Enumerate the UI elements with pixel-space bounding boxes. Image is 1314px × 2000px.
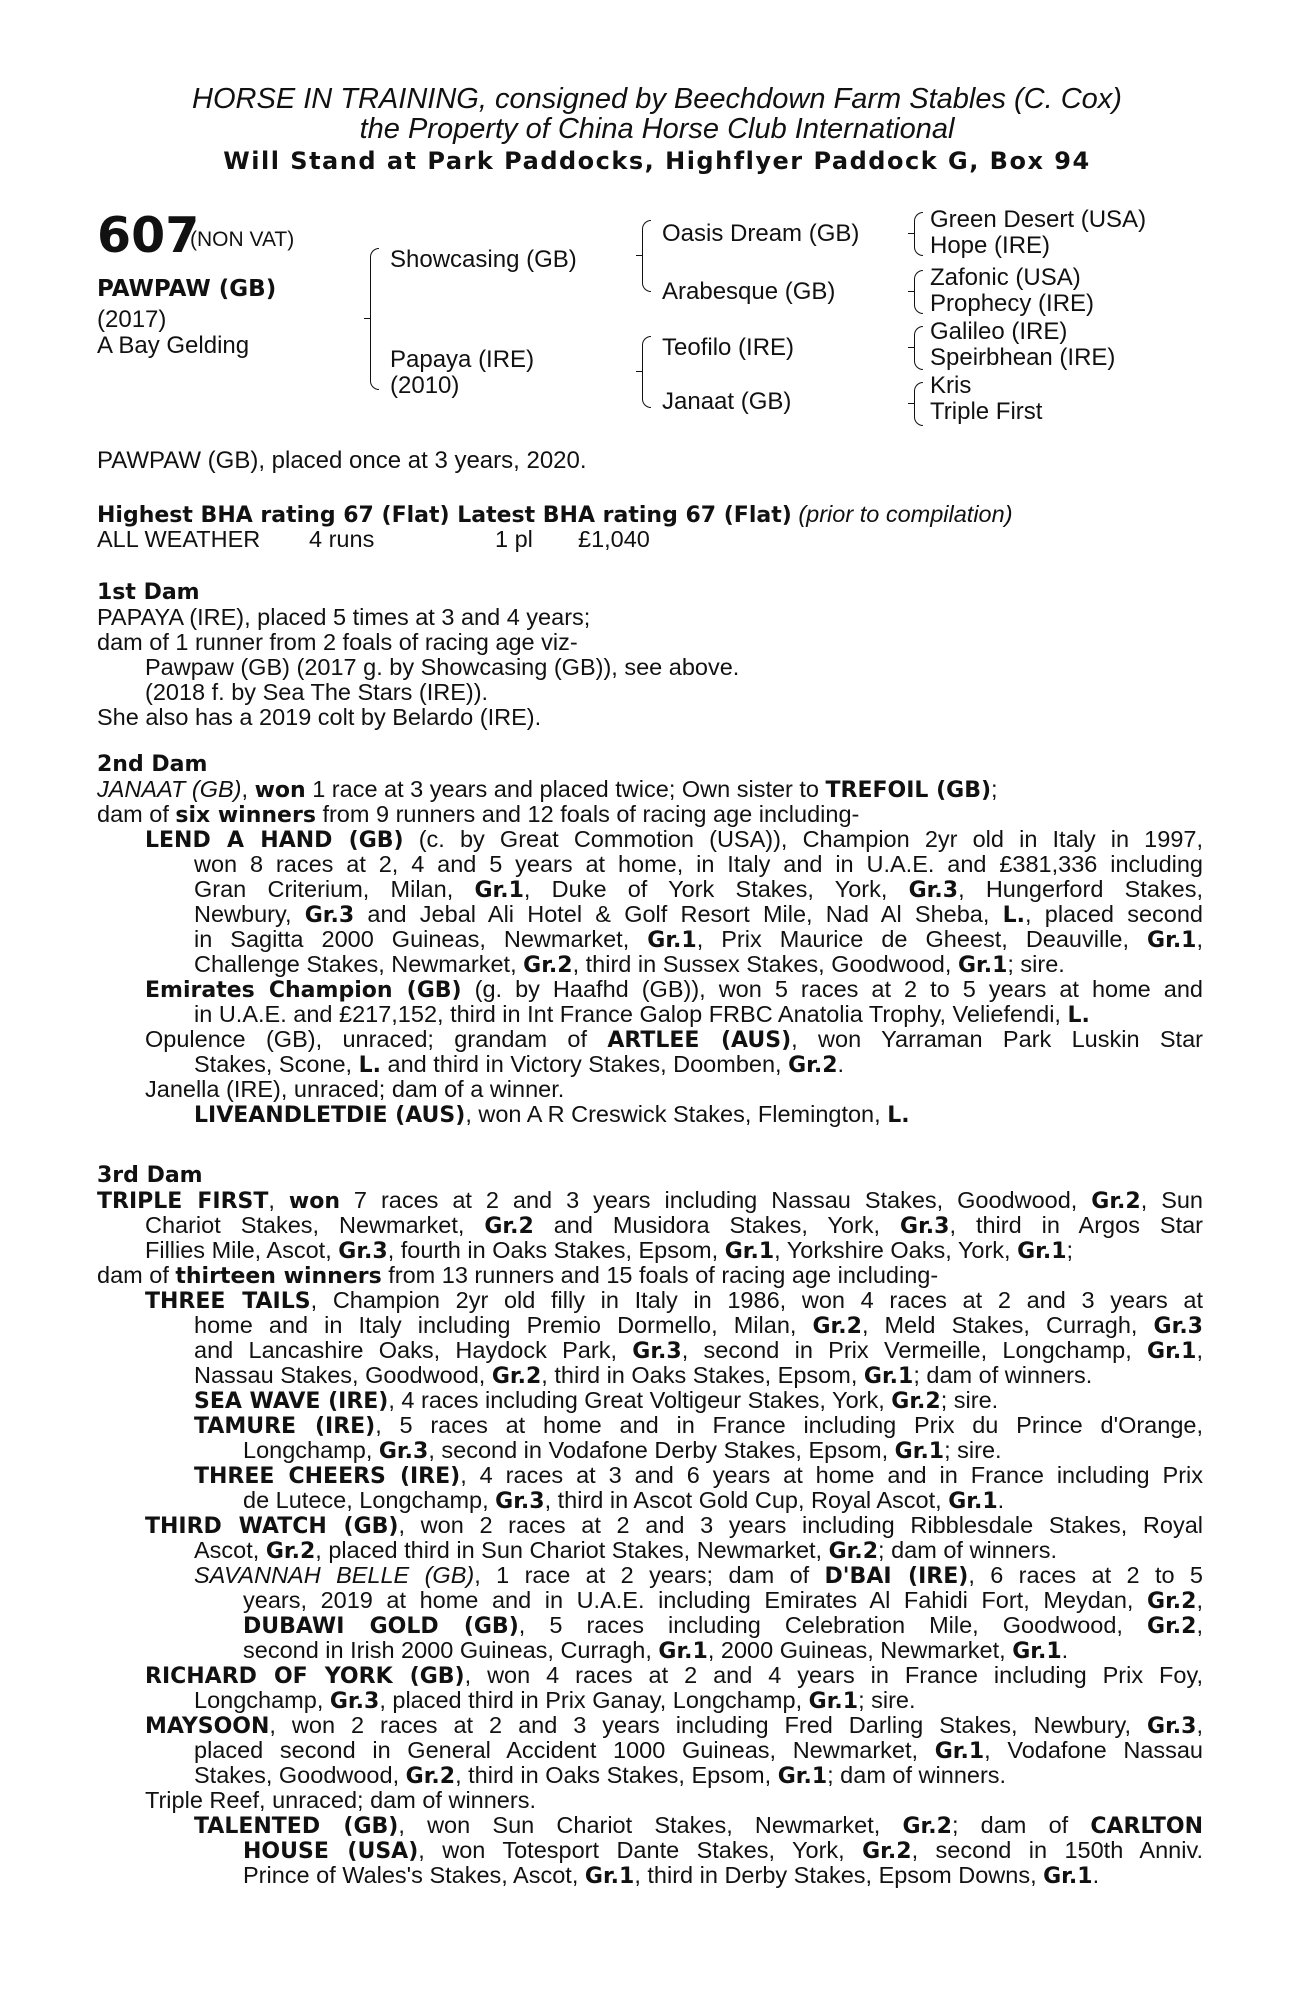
text-run: Gr.3 <box>304 903 355 928</box>
sire-name: Showcasing (GB) <box>390 246 577 273</box>
text-run: Gr.3 <box>338 1239 388 1264</box>
text-run: Longchamp, <box>243 1437 379 1463</box>
text-run: SAVANNAH BELLE (GB) <box>194 1562 475 1588</box>
text-run: Gr.2 <box>902 1814 952 1839</box>
text-run: , 5 races including Celebration Mile, Goodwood, <box>518 1612 1148 1638</box>
text-run: , 1 race at 2 years; dam of <box>474 1562 825 1588</box>
text-run: Gr.2 <box>891 1389 941 1414</box>
text-run: , won Totesport Dante Stakes, York, <box>418 1837 863 1863</box>
pedigree-brace <box>370 248 379 390</box>
ssd-name: Hope (IRE) <box>930 232 1051 259</box>
text-run: Gr.2 <box>523 953 573 978</box>
text-run: , won 4 races at 2 and 4 years in France including Prix Foy, <box>464 1662 1203 1688</box>
text-run: and third in Victory Stakes, Doomben, <box>380 1051 789 1077</box>
text-run: Nassau Stakes, Goodwood, <box>194 1362 492 1388</box>
produce-line <box>97 1663 1203 1688</box>
race-summary: PAWPAW (GB), placed once at 3 years, 2020. <box>97 447 587 474</box>
sire-dam-name: Arabesque (GB) <box>662 278 836 305</box>
text-run: Gr.3 <box>378 1439 429 1464</box>
text-run: TREFOIL (GB) <box>825 778 992 803</box>
text-run: , third in Oaks Stakes, Epsom, <box>541 1362 864 1388</box>
text-run: Gr.3 <box>632 1339 682 1364</box>
text-run: Gr.1 <box>1147 1339 1197 1364</box>
pedigree-brace-point <box>908 233 914 234</box>
text-run: TAMURE (IRE) <box>194 1414 376 1439</box>
text-run: , Hungerford Stakes, <box>958 876 1203 902</box>
text-run: Gr.1 <box>863 1364 914 1389</box>
placed: 1 pl <box>495 526 533 552</box>
text-run: , Champion 2yr old filly in Italy in 1986, won 4 races at 2 and 3 years at <box>310 1287 1203 1313</box>
produce-line <box>97 902 1203 927</box>
text-run: Gr.2 <box>265 1539 316 1564</box>
text-run: , third in Derby Stakes, Epsom Downs, <box>634 1862 1044 1888</box>
text-run: Gr.1 <box>808 1689 859 1714</box>
text-run: Janella (IRE), unraced; dam of a winner. <box>145 1076 565 1102</box>
text-run: , 4 races at 3 and 6 years at home and in France including Prix <box>460 1462 1203 1488</box>
text-run: Challenge Stakes, Newmarket, <box>194 951 524 977</box>
text-run: Gr.1 <box>948 1489 998 1514</box>
dam-foaling-year: (2010) <box>390 372 460 399</box>
text-run: L. <box>358 1053 381 1078</box>
produce-line <box>97 852 1203 877</box>
produce-line <box>97 802 1203 827</box>
third-dam-heading: 3rd Dam <box>97 1163 203 1188</box>
text-run: , won 2 races at 2 and 3 years including Fred Darling Stakes, Newbury, <box>269 1712 1148 1738</box>
text-run: , third in Argos Star <box>949 1212 1203 1238</box>
produce-line <box>97 777 1203 802</box>
produce-line <box>97 1313 1203 1338</box>
text-run: 1 race at 3 years and placed twice; Own sister to <box>305 776 826 802</box>
text-run: and Musidora Stakes, York, <box>533 1212 901 1238</box>
rating-block <box>97 502 1203 552</box>
produce-line <box>97 1813 1203 1838</box>
text-run: years, 2019 at home and in U.A.E. including Emirates Al Fahidi Fort, Meydan, <box>243 1587 1148 1613</box>
text-run: Gr.1 <box>658 1639 708 1664</box>
text-run: Prince of Wales's Stakes, Ascot, <box>243 1862 585 1888</box>
text-run: , <box>1196 1587 1203 1613</box>
text-run: DUBAWI GOLD (GB) <box>243 1614 519 1639</box>
text-run: Gr.1 <box>1012 1639 1062 1664</box>
produce-line <box>97 877 1203 902</box>
produce-line <box>97 1213 1203 1238</box>
text-run: Fillies Mile, Ascot, <box>145 1237 339 1263</box>
text-run: LIVEANDLETDIE (AUS) <box>194 1103 466 1128</box>
produce-line <box>97 1027 1203 1052</box>
text-run: Gr.2 <box>1147 1589 1197 1614</box>
pedigree-brace <box>914 212 923 256</box>
pedigree-brace <box>642 336 651 408</box>
text-run: (c. by Great Commotion (USA)), Champion 2yr old in Italy in 1997, <box>403 826 1203 852</box>
text-run: , third in Sussex Stakes, Goodwood, <box>572 951 958 977</box>
ddd-name: Triple First <box>930 398 1043 425</box>
pedigree-brace <box>642 220 651 292</box>
text-run: . <box>1092 1862 1100 1888</box>
third-dam-section <box>97 1163 1203 1888</box>
produce-line <box>97 1563 1203 1588</box>
text-run: , 6 races at 2 to 5 <box>968 1562 1203 1588</box>
produce-line <box>97 1263 1203 1288</box>
produce-line <box>97 927 1203 952</box>
text-run: home and in Italy including Premio Dormello, Milan, <box>194 1312 813 1338</box>
foaling-year: (2017) <box>97 306 167 333</box>
text-run: ; dam of winners. <box>878 1537 1057 1563</box>
text-run: dam of <box>97 1262 176 1288</box>
text-run: , <box>1196 1712 1203 1738</box>
text-run: Ascot, <box>194 1537 266 1563</box>
text-run: RICHARD OF YORK (GB) <box>145 1664 465 1689</box>
text-run: Stakes, Scone, <box>194 1051 359 1077</box>
second-dam-section <box>97 752 1203 1127</box>
produce-line <box>97 1588 1203 1613</box>
pedigree-brace-point <box>364 318 370 319</box>
text-run: Gr.2 <box>788 1053 838 1078</box>
text-run: Triple Reef, unraced; dam of winners. <box>145 1787 536 1813</box>
text-run: 7 races at 2 and 3 years including Nassau Stakes, Goodwood, <box>339 1187 1092 1213</box>
text-run: TALENTED (GB) <box>194 1814 399 1839</box>
dam-sire-name: Teofilo (IRE) <box>662 334 795 361</box>
lot-number: 607 <box>97 207 200 264</box>
text-run: won <box>288 1189 340 1214</box>
pedigree-brace-point <box>636 371 642 372</box>
text-run: Gr.3 <box>1153 1314 1203 1339</box>
text-run: , fourth in Oaks Stakes, Epsom, <box>387 1237 725 1263</box>
pedigree-brace-point <box>908 347 914 348</box>
text-run: ; <box>991 776 998 802</box>
text-run: from 13 runners and 15 foals of racing age including- <box>381 1262 939 1288</box>
text-run: LEND A HAND (GB) <box>145 828 404 853</box>
produce-line <box>97 1288 1203 1313</box>
text-run: Gr.1 <box>1147 928 1197 953</box>
horse-name: PAWPAW (GB) <box>97 276 277 302</box>
sds-name: Zafonic (USA) <box>930 264 1081 291</box>
pedigree-brace-point <box>908 403 914 404</box>
produce-line <box>97 1613 1203 1638</box>
text-run: Gr.2 <box>484 1214 534 1239</box>
text-run: , 5 races at home and in France including Prix du Prince d'Orange, <box>375 1412 1203 1438</box>
produce-line <box>97 1738 1203 1763</box>
dsd-name: Speirbhean (IRE) <box>930 344 1116 371</box>
text-run: ; sire. <box>1007 951 1065 977</box>
produce-line <box>97 1238 1203 1263</box>
first-dam-section <box>97 580 1203 730</box>
text-run: Gr.3 <box>495 1489 545 1514</box>
first-dam-heading: 1st Dam <box>97 580 200 605</box>
text-run: , <box>268 1187 289 1213</box>
text-run: , <box>1196 926 1204 952</box>
text-run: Gr.1 <box>1017 1239 1067 1264</box>
text-run: , Vodafone Nassau <box>984 1737 1204 1763</box>
text-run: Gr.2 <box>491 1364 542 1389</box>
text-run: , third in Ascot Gold Cup, Royal Ascot, <box>544 1487 949 1513</box>
text-run: CARLTON <box>1090 1814 1203 1839</box>
pedigree-brace <box>914 270 923 314</box>
text-run: MAYSOON <box>145 1714 270 1739</box>
produce-line <box>97 1538 1203 1563</box>
produce-line <box>97 952 1203 977</box>
text-run: D'BAI (IRE) <box>824 1564 969 1589</box>
produce-line <box>97 1188 1203 1213</box>
text-run: ; dam of <box>951 1812 1091 1838</box>
sire-sire-name: Oasis Dream (GB) <box>662 220 860 247</box>
text-run: , won 2 races at 2 and 3 years including Ribblesdale Stakes, Royal <box>398 1512 1203 1538</box>
produce-line <box>97 1463 1203 1488</box>
text-run: , won A R Creswick Stakes, Flemington, <box>465 1101 888 1127</box>
produce-line <box>97 1388 1203 1413</box>
text-run: , placed third in Sun Chariot Stakes, Newmarket, <box>315 1537 829 1563</box>
text-run: , placed third in Prix Ganay, Longchamp, <box>379 1687 809 1713</box>
text-run: TRIPLE FIRST <box>97 1189 269 1214</box>
produce-line <box>97 1513 1203 1538</box>
text-run: Gr.1 <box>474 878 524 903</box>
runs: 4 runs <box>309 526 375 552</box>
text-run: Gr.1 <box>1043 1864 1093 1889</box>
dam-name: Papaya (IRE) <box>390 346 535 373</box>
text-run: second in Irish 2000 Guineas, Curragh, <box>243 1637 659 1663</box>
prize-money: £1,040 <box>578 526 650 552</box>
text-run: , second in Prix Vermeille, Longchamp, <box>681 1337 1148 1363</box>
text-run: dam of <box>97 801 176 827</box>
pedigree-brace <box>914 326 923 370</box>
text-run: Gr.1 <box>584 1864 635 1889</box>
produce-line <box>97 1052 1203 1077</box>
text-run: Gr.2 <box>828 1539 879 1564</box>
produce-line <box>97 1077 1203 1102</box>
text-run: (g. by Haafhd (GB)), won 5 races at 2 to 5 years at home and <box>461 976 1203 1002</box>
text-run: de Lutece, Longchamp, <box>243 1487 496 1513</box>
first-dam-line: dam of 1 runner from 2 foals of racing age viz- <box>97 629 578 655</box>
text-run: , 4 races including Great Voltigeur Stakes, York, <box>388 1387 892 1413</box>
text-run: in Sagitta 2000 Guineas, Newmarket, <box>194 926 648 952</box>
first-dam-line: (2018 f. by Sea The Stars (IRE)). <box>145 679 489 705</box>
text-run: Emirates Champion (GB) <box>145 978 462 1003</box>
produce-line <box>97 1438 1203 1463</box>
text-run: won <box>254 778 306 803</box>
text-run: JANAAT (GB) <box>97 776 242 802</box>
text-run: HOUSE (USA) <box>243 1839 419 1864</box>
text-run: Gr.1 <box>724 1239 775 1264</box>
text-run: L. <box>887 1103 910 1128</box>
text-run: , won Sun Chariot Stakes, Newmarket, <box>398 1812 903 1838</box>
text-run: , second in Vodafone Derby Stakes, Epsom, <box>428 1437 895 1463</box>
text-run: , third in Oaks Stakes, Epsom, <box>455 1762 778 1788</box>
produce-line <box>97 1688 1203 1713</box>
first-dam-line: Pawpaw (GB) (2017 g. by Showcasing (GB)), see above. <box>145 654 740 680</box>
produce-line <box>97 977 1203 1002</box>
dds-name: Kris <box>930 372 972 399</box>
text-run: Gr.1 <box>777 1764 828 1789</box>
dam-dam-name: Janaat (GB) <box>662 388 792 415</box>
text-run: Gr.1 <box>894 1439 945 1464</box>
text-run: and Jebal Ali Hotel & Golf Resort Mile, Nad Al Sheba, <box>354 901 1003 927</box>
text-run: . <box>837 1051 845 1077</box>
text-run: six winners <box>175 803 316 828</box>
text-run: . <box>1061 1637 1069 1663</box>
produce-line <box>97 1763 1203 1788</box>
text-run: Opulence (GB), unraced; grandam of <box>145 1026 608 1052</box>
produce-line <box>97 1863 1203 1888</box>
text-run: Stakes, Goodwood, <box>194 1762 406 1788</box>
text-run: ; sire. <box>944 1437 1002 1463</box>
produce-line <box>97 827 1203 852</box>
text-run: L. <box>1067 1003 1090 1028</box>
text-run: Gr.3 <box>329 1689 380 1714</box>
text-run: ; dam of winners. <box>827 1762 1007 1788</box>
text-run: Gr.3 <box>1147 1714 1197 1739</box>
text-run: and Lancashire Oaks, Haydock Park, <box>194 1337 633 1363</box>
produce-line <box>97 1338 1203 1363</box>
sdd-name: Prophecy (IRE) <box>930 290 1095 317</box>
rating-note: (prior to compilation) <box>798 501 1013 527</box>
produce-line <box>97 1713 1203 1738</box>
text-run: , won Yarraman Park Luskin Star <box>791 1026 1203 1052</box>
text-run: THREE TAILS <box>145 1289 311 1314</box>
text-run: , placed second <box>1025 901 1203 927</box>
text-run: thirteen winners <box>175 1264 382 1289</box>
text-run: , Meld Stakes, Curragh, <box>861 1312 1154 1338</box>
pedigree-brace-point <box>636 255 642 256</box>
text-run: Chariot Stakes, Newmarket, <box>145 1212 485 1238</box>
text-run: Gr.2 <box>405 1764 456 1789</box>
text-run: , Duke of York Stakes, York, <box>523 876 909 902</box>
text-run: , second in 150th Anniv. <box>911 1837 1203 1863</box>
consignor-line: HORSE IN TRAINING, consigned by Beechdown Farm Stables (C. Cox) <box>192 83 1122 115</box>
text-run: SEA WAVE (IRE) <box>194 1389 389 1414</box>
dss-name: Galileo (IRE) <box>930 318 1068 345</box>
text-run: Gr.1 <box>647 928 697 953</box>
vat-status: (NON VAT) <box>190 228 295 251</box>
produce-line <box>97 1102 1203 1127</box>
text-run: , <box>1196 1337 1204 1363</box>
produce-line <box>97 1363 1203 1388</box>
produce-line <box>97 1413 1203 1438</box>
text-run: Gr.1 <box>934 1739 985 1764</box>
second-dam-heading: 2nd Dam <box>97 752 208 777</box>
horse-description: A Bay Gelding <box>97 332 250 359</box>
text-run: Gr.2 <box>1147 1614 1197 1639</box>
text-run: Gr.2 <box>862 1839 912 1864</box>
produce-line <box>97 1838 1203 1863</box>
text-run: , Prix Maurice de Gheest, Deauville, <box>696 926 1148 952</box>
text-run: ARTLEE (AUS) <box>607 1028 792 1053</box>
text-run: , Yorkshire Oaks, York, <box>774 1237 1018 1263</box>
text-run: won 8 races at 2, 4 and 5 years at home, in Italy and in U.A.E. and £381,336 including <box>194 851 1203 877</box>
text-run: in U.A.E. and £217,152, third in Int France Galop FRBC Anatolia Trophy, Veliefendi, <box>194 1001 1068 1027</box>
text-run: Gr.1 <box>957 953 1008 978</box>
surface: ALL WEATHER <box>97 526 261 552</box>
text-run: ; dam of winners. <box>913 1362 1093 1388</box>
text-run: Gr.3 <box>908 878 959 903</box>
text-run: ; <box>1066 1237 1074 1263</box>
text-run: ; sire. <box>940 1387 999 1413</box>
text-run: Gr.2 <box>1091 1189 1141 1214</box>
sss-name: Green Desert (USA) <box>930 206 1147 233</box>
produce-line <box>97 1638 1203 1663</box>
text-run: Longchamp, <box>194 1687 330 1713</box>
stable-location-line: Will Stand at Park Paddocks, Highflyer Paddock G, Box 94 <box>223 147 1091 175</box>
text-run: Newbury, <box>194 901 305 927</box>
first-dam-line: She also has a 2019 colt by Belardo (IRE). <box>97 704 542 730</box>
text-run: Gran Criterium, Milan, <box>194 876 475 902</box>
text-run: from 9 runners and 12 foals of racing age including- <box>315 801 860 827</box>
text-run: , <box>241 776 255 802</box>
text-run: , <box>1196 1612 1203 1638</box>
text-run: Gr.3 <box>900 1214 950 1239</box>
produce-line <box>97 1788 1203 1813</box>
produce-line <box>97 1488 1203 1513</box>
owner-line: the Property of China Horse Club International <box>359 113 955 145</box>
pedigree-brace-point <box>908 291 914 292</box>
bha-rating: Highest BHA rating 67 (Flat) Latest BHA rating 67 (Flat) <box>97 503 792 528</box>
produce-line <box>97 1002 1203 1027</box>
text-run: ; sire. <box>858 1687 916 1713</box>
text-run: , 2000 Guineas, Newmarket, <box>707 1637 1013 1663</box>
text-run: . <box>997 1487 1005 1513</box>
text-run: L. <box>1002 903 1025 928</box>
text-run: placed second in General Accident 1000 Guineas, Newmarket, <box>194 1737 935 1763</box>
pedigree-brace <box>914 382 923 426</box>
text-run: THREE CHEERS (IRE) <box>194 1464 461 1489</box>
text-run: , Sun <box>1140 1187 1204 1213</box>
first-dam-line: PAPAYA (IRE), placed 5 times at 3 and 4 years; <box>97 604 591 630</box>
text-run: THIRD WATCH (GB) <box>145 1514 399 1539</box>
text-run: Gr.2 <box>812 1314 862 1339</box>
